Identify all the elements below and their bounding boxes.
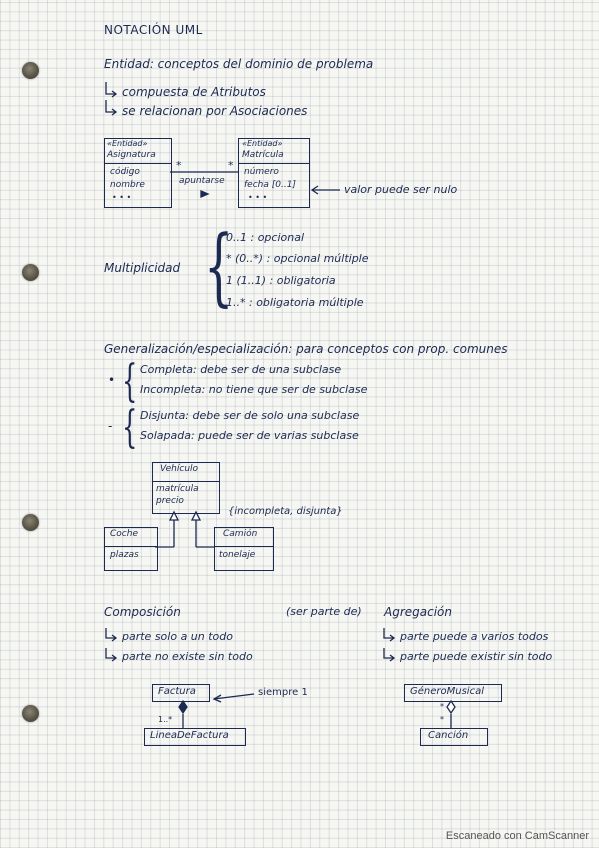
class-attr: nombre <box>110 180 145 190</box>
direction-triangle <box>201 191 208 197</box>
class-name: GéneroMusical <box>410 686 484 697</box>
multiplicity-item: 1 (1..1) : obligatoria <box>226 274 336 287</box>
class-attr: fecha [0..1] <box>244 180 296 190</box>
stereotype: «Entidad» <box>242 139 283 148</box>
multiplicity-item: * (0..*) : opcional múltiple <box>226 252 369 265</box>
class-ellipsis: • • • <box>112 193 132 202</box>
class-name: Matrícula <box>242 150 284 160</box>
generalizacion-heading: Generalización/especialización: para conceptos con prop. comunes <box>104 342 508 356</box>
class-attr: número <box>244 167 279 177</box>
filled-diamond <box>179 701 187 713</box>
class-name: Coche <box>110 529 138 539</box>
entidad-heading: Entidad: conceptos del dominio de problema <box>104 57 374 71</box>
class-attr: plazas <box>110 550 139 560</box>
bullet-dot: • <box>108 373 116 387</box>
curly-bracket: { <box>204 217 234 315</box>
middle-note: (ser parte de) <box>286 605 362 618</box>
entidad-bullet: se relacionan por Asociaciones <box>122 104 308 118</box>
agregacion-bullet: parte puede existir sin todo <box>400 650 553 663</box>
multiplicity-right: * <box>228 159 234 172</box>
gen-item: Incompleta: no tiene que ser de subclase <box>140 383 368 396</box>
bullet-dot: - <box>108 419 113 433</box>
multiplicity-item: 0..1 : opcional <box>226 231 305 244</box>
class-name: Asignatura <box>107 150 156 160</box>
multiplicity-label: * <box>440 702 444 711</box>
curly-bracket: { <box>122 356 138 407</box>
agregacion-bullet: parte puede a varios todos <box>400 630 549 643</box>
hollow-diamond <box>447 701 455 713</box>
composicion-heading: Composición <box>104 605 181 619</box>
gen-item: Completa: debe ser de una subclase <box>140 363 342 376</box>
class-name: Factura <box>158 686 196 697</box>
gen-item: Disjunta: debe ser de solo una subclase <box>140 409 360 422</box>
multiplicity-label: * <box>440 715 444 724</box>
class-name: Canción <box>428 730 469 741</box>
gen-constraint: {incompleta, disjunta} <box>228 506 343 517</box>
multiplicidad-label: Multiplicidad <box>104 261 181 275</box>
entidad-bullet: compuesta de Atributos <box>122 85 266 99</box>
composicion-bullet: parte solo a un todo <box>122 630 233 643</box>
curly-bracket: { <box>122 402 138 453</box>
agregacion-heading: Agregación <box>384 605 452 619</box>
gen-item: Solapada: puede ser de varias subclase <box>140 429 359 442</box>
multiplicity-item: 1..* : obligatoria múltiple <box>226 296 364 309</box>
class-attr: precio <box>156 496 184 506</box>
note-arrow-siempre <box>214 694 254 699</box>
class-name: LineaDeFactura <box>150 730 229 741</box>
multiplicity-left: * <box>176 159 182 172</box>
class-attr: matrícula <box>156 484 199 494</box>
class-name: Vehículo <box>160 464 199 474</box>
multiplicity-label: 1..* <box>158 715 173 724</box>
class-attr: código <box>110 167 140 177</box>
class-ellipsis: • • • <box>248 193 268 202</box>
page-title: NOTACIÓN UML <box>104 23 203 37</box>
class-attr: tonelaje <box>219 550 256 560</box>
composicion-bullet: parte no existe sin todo <box>122 650 253 663</box>
stereotype: «Entidad» <box>107 139 148 148</box>
association-label: apuntarse <box>179 176 225 186</box>
composition-note: siempre 1 <box>258 687 308 698</box>
scanner-watermark: Escaneado con CamScanner <box>445 830 589 842</box>
nullable-note: valor puede ser nulo <box>344 183 458 196</box>
class-name: Camión <box>223 529 258 539</box>
